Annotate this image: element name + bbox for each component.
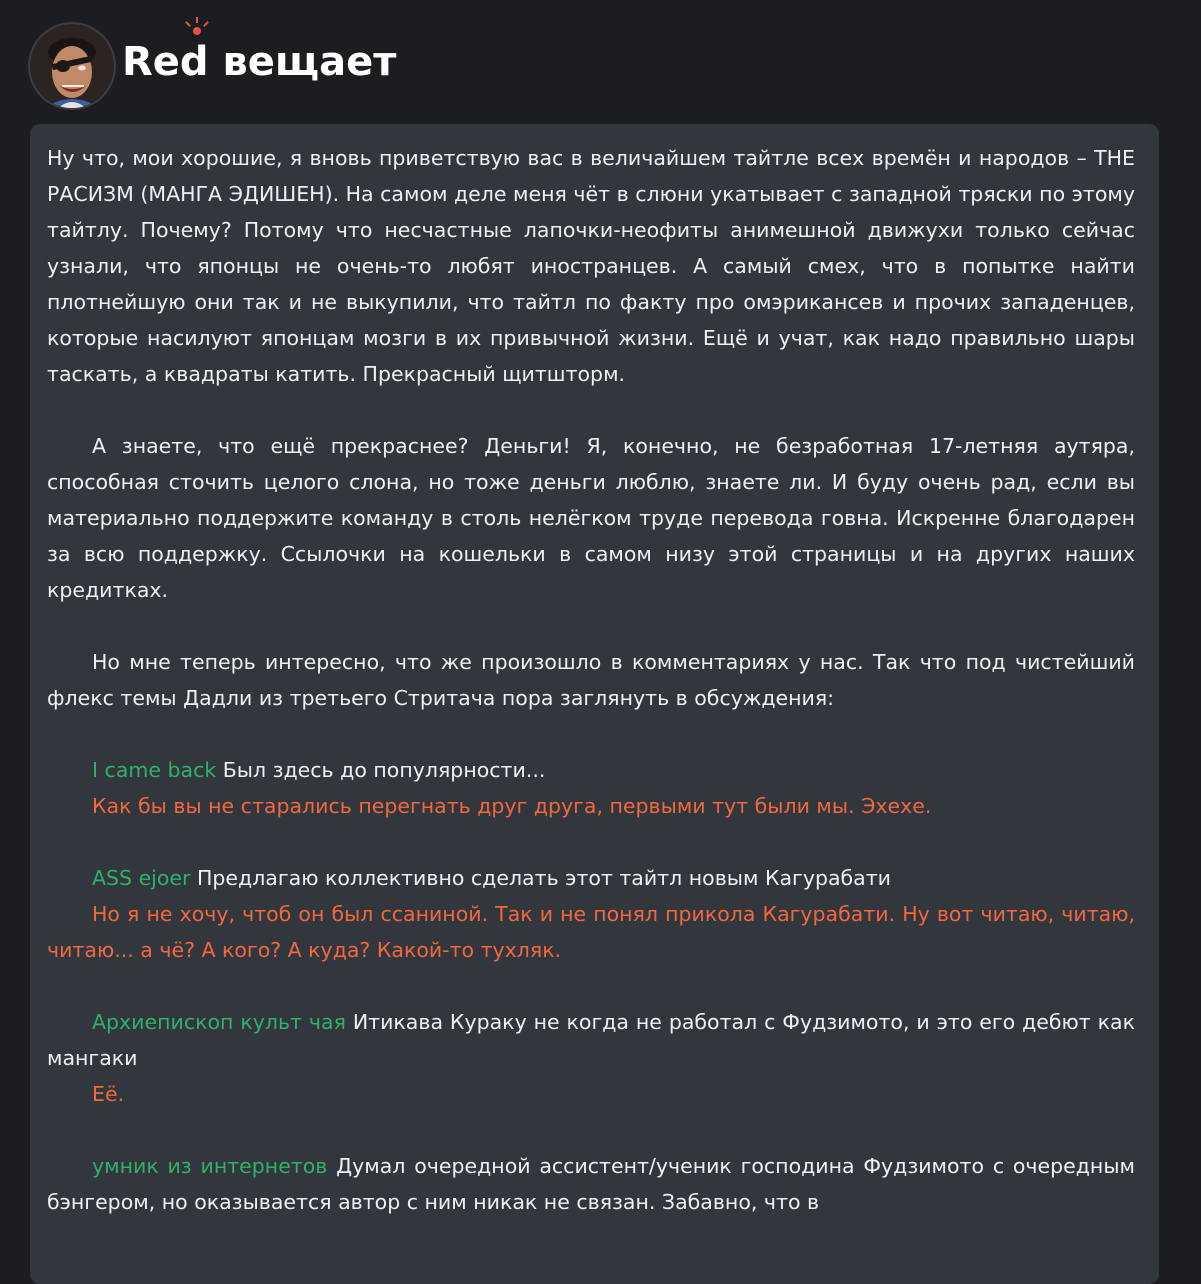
- blog-header: [0, 0, 1201, 124]
- comment-line: [47, 752, 1135, 788]
- comment-text: Итикава Кураку не когда не работал с Фудзимото, и это его дебют как мангаки: [47, 1010, 1135, 1070]
- comment-item: [47, 752, 1135, 824]
- comment-author: I came back: [92, 758, 217, 782]
- author-avatar[interactable]: [28, 22, 116, 110]
- comment-line: [47, 1004, 1135, 1076]
- comment-line: [47, 860, 1135, 896]
- author-reply: Её.: [92, 1082, 125, 1106]
- comment-text: Предлагаю коллективно сделать этот тайтл новым Кагурабати: [190, 866, 892, 890]
- avatar-eyepatch-character-icon: [30, 24, 114, 108]
- author-reply: Как бы вы не старались перегнать друг друга, первыми тут были мы. Эхехе.: [92, 794, 932, 818]
- comment-item: [47, 1004, 1135, 1112]
- comment-text: Был здесь до популярности...: [216, 758, 546, 782]
- title-accent-ray: [203, 21, 209, 27]
- comment-line: [47, 1148, 1135, 1220]
- comment-author: умник из интернетов: [92, 1154, 328, 1178]
- title-accent-dot: [193, 27, 201, 35]
- post-paragraph-intro: Ну что, мои хорошие, я вновь приветствую вас в величайшем тайтле всех времён и народов – THE РАСИЗМ (МАНГА ЭДИШЕН). На самом деле меня чёт в слюни укатывает с западной тряски по этому тайтлу. Почему? Потому что несчастные лапочки-неофиты анимешной движухи только сейчас узнали, что японцы не очень-то любят иностранцев. А самый смех, что в попытке найти плотнейшую они так и не выкупили, что тайтл по факту про омэрикансев и прочих западенцев, которые насилуют японцам мозги в их привычной жизни. Ещё и учат, как надо правильно шары таскать, а квадраты катить. Прекрасный щитшторм.: [47, 146, 1135, 386]
- post-card: [30, 124, 1159, 1284]
- comment-item: [47, 1148, 1135, 1220]
- blog-title[interactable]: Red вещает: [122, 39, 397, 85]
- comment-item: [47, 860, 1135, 968]
- comment-author: Архиепископ культ чая: [92, 1010, 346, 1034]
- title-accent-ray: [196, 17, 198, 23]
- comment-author: ASS ejoer: [92, 866, 191, 890]
- title-accent-ray: [185, 21, 191, 27]
- post-paragraph-comments-intro: Но мне теперь интересно, что же произошло в комментариях у нас. Так что под чистейший флекс темы Дадли из третьего Стритача пора заглянуть в обсуждения:: [47, 650, 1135, 710]
- author-reply: Но я не хочу, чтоб он был ссаниной. Так и не понял прикола Кагурабати. Ну вот читаю, читаю, читаю... а чё? А кого? А куда? Какой-то тухляк.: [47, 902, 1135, 962]
- post-paragraph-donations: А знаете, что ещё прекраснее? Деньги! Я, конечно, не безработная 17-летняя аутяра, способная сточить целого слона, но тоже деньги люблю, знаете ли. И буду очень рад, если вы материально поддержите команду в столь нелёгком труде перевода говна. Искренне благодарен за всю поддержку. Ссылочки на кошельки в самом низу этой страницы и на других наших кредитках.: [47, 434, 1135, 602]
- comment-text: Думал очередной ассистент/ученик господина Фудзимото с очередным бэнгером, но оказывается автор с ним никак не связан. Забавно, что в: [47, 1154, 1135, 1214]
